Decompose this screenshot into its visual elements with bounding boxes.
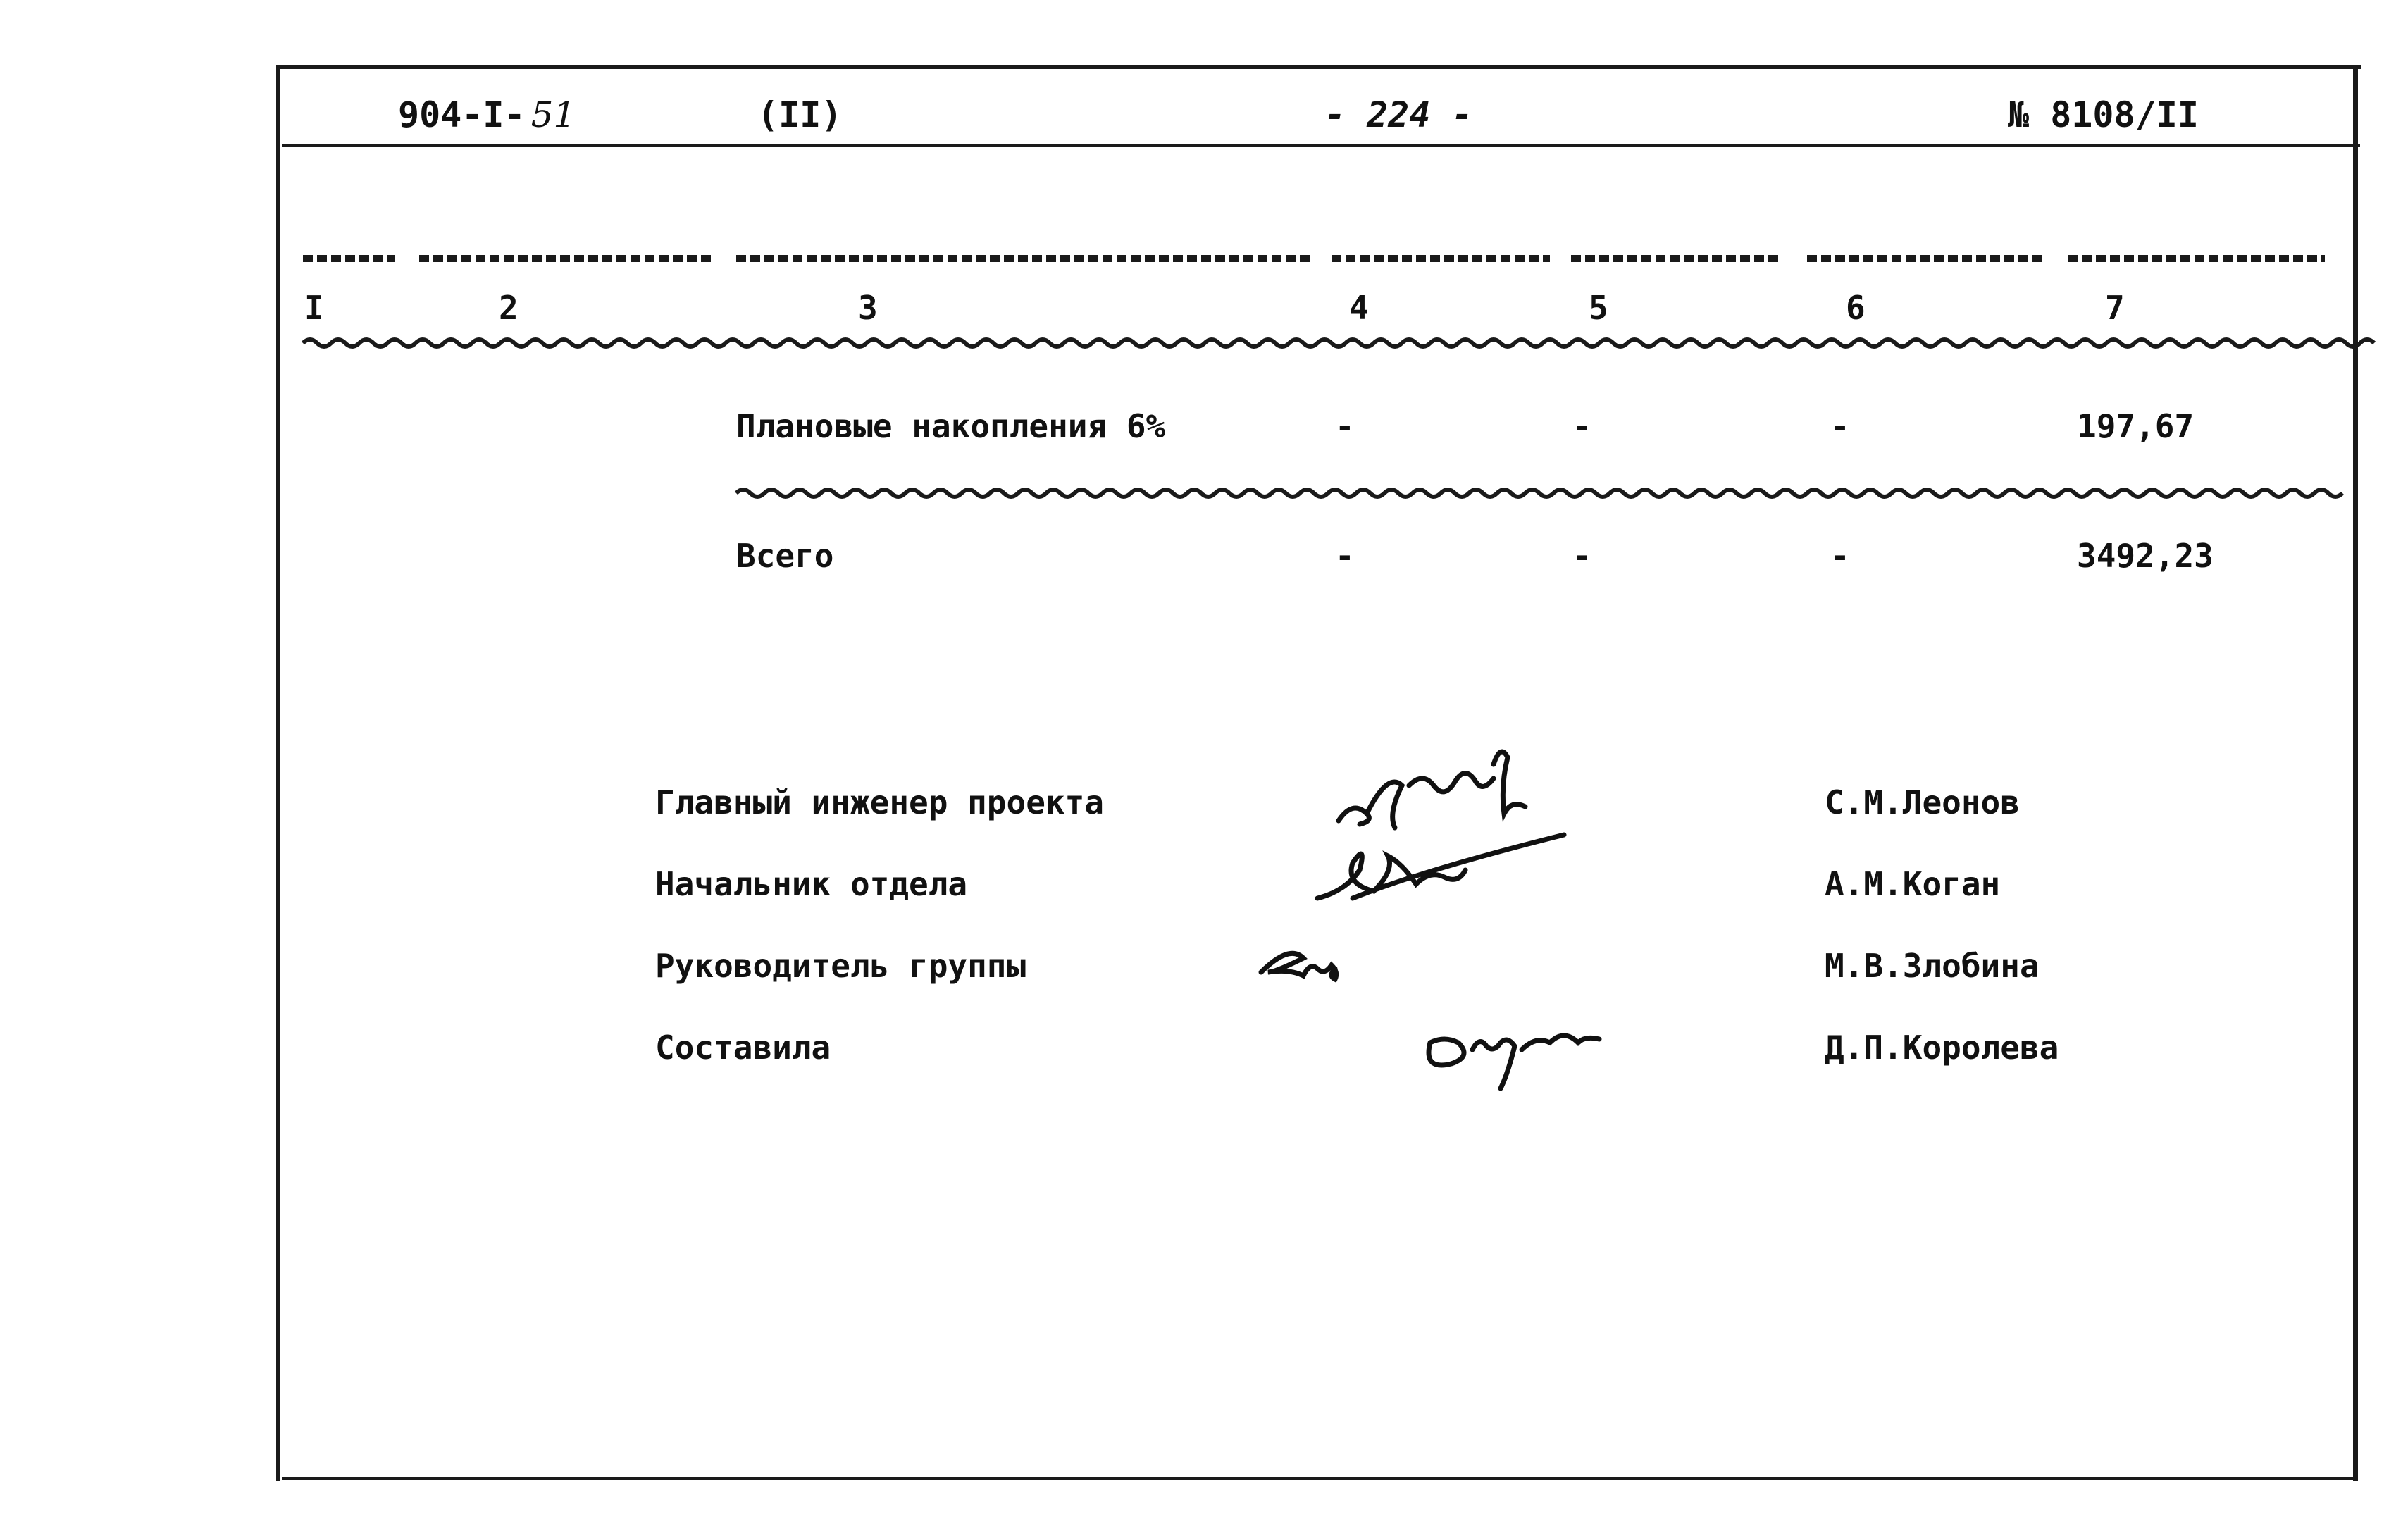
doc-code xyxy=(398,94,576,135)
signature-name-3: М.В.Злобина xyxy=(1825,947,2040,985)
signature-name-4: Д.П.Королева xyxy=(1825,1029,2059,1067)
handwritten-signature-3 xyxy=(1254,930,1409,1000)
row-2-name: Всего xyxy=(736,537,834,575)
row-2-col6: - xyxy=(1830,537,1850,575)
handwritten-signature-2 xyxy=(1310,828,1578,912)
signature-role-4: Составила xyxy=(655,1029,831,1067)
signature-role-1: Главный инженер проекта xyxy=(655,783,1104,821)
row-1-name: Плановые накопления 6% xyxy=(736,407,1166,445)
row-1-col5: - xyxy=(1572,407,1592,445)
signature-name-2: А.М.Коган xyxy=(1825,865,2001,903)
frame-right-border xyxy=(2353,65,2358,1481)
header-wavy-rule xyxy=(0,333,2396,354)
column-number-7: 7 xyxy=(2105,289,2125,327)
frame-header-divider xyxy=(282,144,2360,147)
album-number: № 8108/II xyxy=(2008,94,2199,135)
signature-role-2: Начальник отдела xyxy=(655,865,968,903)
row-2-col4: - xyxy=(1335,537,1355,575)
column-number-2: 2 xyxy=(499,289,519,327)
column-number-1: I xyxy=(304,289,324,327)
column-number-6: 6 xyxy=(1846,289,1866,327)
handwritten-signature-4 xyxy=(1416,1014,1641,1092)
signature-role-3: Руководитель группы xyxy=(655,947,1026,985)
table-top-dashed-rule xyxy=(0,254,2396,263)
column-number-3: 3 xyxy=(858,289,878,327)
page-number: - 224 - xyxy=(1324,94,1473,135)
row-1-col4: - xyxy=(1335,407,1355,445)
section-label: (II) xyxy=(757,94,843,135)
frame-top-border xyxy=(276,65,2361,69)
row-1-col6: - xyxy=(1830,407,1850,445)
row-1-col7: 197,67 xyxy=(2077,407,2195,445)
column-number-5: 5 xyxy=(1589,289,1608,327)
frame-left-border xyxy=(276,65,280,1481)
signature-name-1: С.М.Леонов xyxy=(1825,783,2020,821)
column-number-4: 4 xyxy=(1349,289,1369,327)
row-2-col5: - xyxy=(1572,537,1592,575)
frame-bottom-border xyxy=(282,1477,2357,1480)
row-2-col7: 3492,23 xyxy=(2077,537,2214,575)
doc-code-text: 904-I- xyxy=(398,94,526,135)
row-wavy-rule xyxy=(0,483,2396,504)
doc-code-handwritten: 51 xyxy=(530,94,576,135)
handwritten-signature-1 xyxy=(1324,736,1606,842)
